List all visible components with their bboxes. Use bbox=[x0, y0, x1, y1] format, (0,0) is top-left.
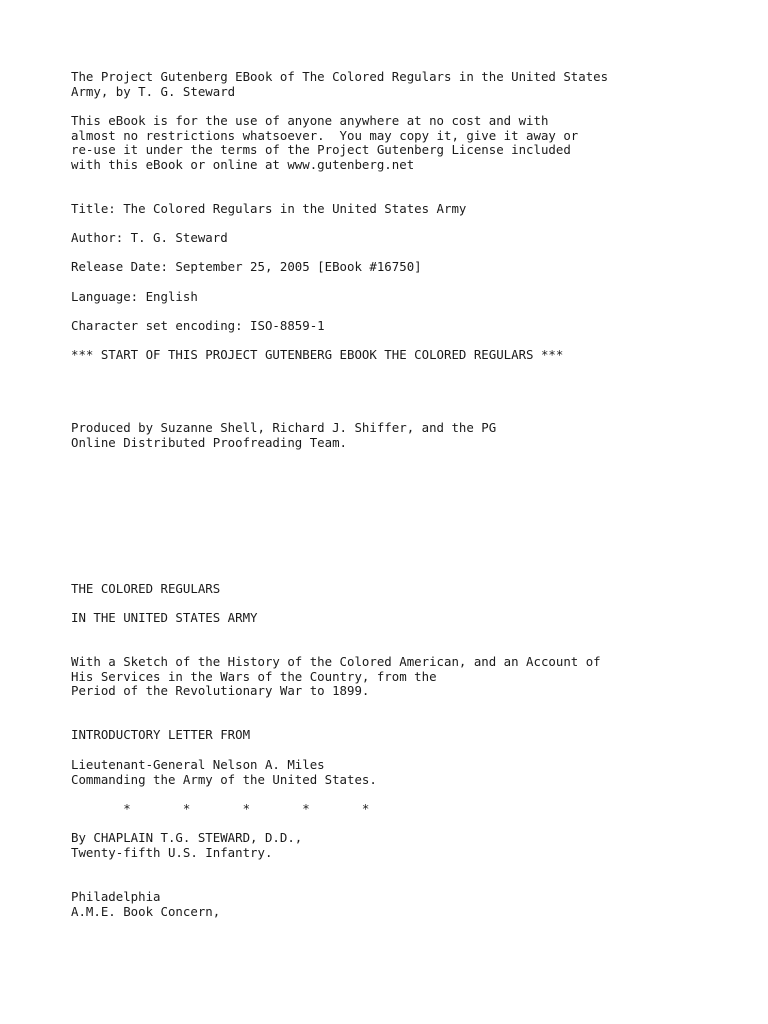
author-block bbox=[71, 831, 302, 860]
header-block bbox=[71, 70, 608, 99]
asterisk-separator: * * * * * bbox=[71, 801, 370, 816]
author-line: Twenty-fifth U.S. Infantry. bbox=[71, 844, 273, 860]
meta-encoding: Character set encoding: ISO-8859-1 bbox=[71, 318, 325, 333]
publisher-line: A.M.E. Book Concern, bbox=[71, 903, 221, 919]
general-line: Lieutenant-General Nelson A. Miles bbox=[71, 757, 325, 772]
start-marker: *** START OF THIS PROJECT GUTENBERG EBOOK THE COLORED REGULARS *** bbox=[71, 347, 564, 362]
introductory-letter-heading: INTRODUCTORY LETTER FROM bbox=[71, 727, 251, 742]
credits-block bbox=[71, 421, 496, 450]
author-line: By CHAPLAIN T.G. STEWARD, D.D., bbox=[71, 830, 303, 845]
subtitle-line: With a Sketch of the History of the Colored American, and an Account of bbox=[71, 654, 601, 669]
publisher-line: Philadelphia bbox=[71, 889, 161, 904]
book-title: THE COLORED REGULARS bbox=[71, 581, 221, 596]
license-line: This eBook is for the use of anyone anywhere at no cost and with bbox=[71, 113, 549, 128]
book-title-continued: IN THE UNITED STATES ARMY bbox=[71, 610, 258, 625]
meta-author: Author: T. G. Steward bbox=[71, 230, 228, 245]
general-line: Commanding the Army of the United States. bbox=[71, 771, 377, 787]
meta-title: Title: The Colored Regulars in the United States Army bbox=[71, 201, 467, 216]
license-line: almost no restrictions whatsoever. You may copy it, give it away or bbox=[71, 127, 579, 143]
header-line: The Project Gutenberg EBook of The Colored Regulars in the United States bbox=[71, 69, 609, 84]
license-line: with this eBook or online at www.gutenberg.net bbox=[71, 156, 415, 172]
publisher-block bbox=[71, 890, 220, 919]
meta-release-date: Release Date: September 25, 2005 [EBook #16750] bbox=[71, 259, 422, 274]
credits-line: Produced by Suzanne Shell, Richard J. Shiffer, and the PG bbox=[71, 420, 497, 435]
subtitle-line: His Services in the Wars of the Country, from the bbox=[71, 668, 437, 684]
license-block bbox=[71, 114, 578, 172]
license-line: re-use it under the terms of the Project Gutenberg License included bbox=[71, 142, 571, 158]
general-block bbox=[71, 758, 377, 787]
header-line: Army, by T. G. Steward bbox=[71, 83, 236, 99]
subtitle-block bbox=[71, 655, 601, 699]
credits-line: Online Distributed Proofreading Team. bbox=[71, 434, 348, 450]
meta-language: Language: English bbox=[71, 289, 198, 304]
subtitle-line: Period of the Revolutionary War to 1899. bbox=[71, 683, 370, 699]
